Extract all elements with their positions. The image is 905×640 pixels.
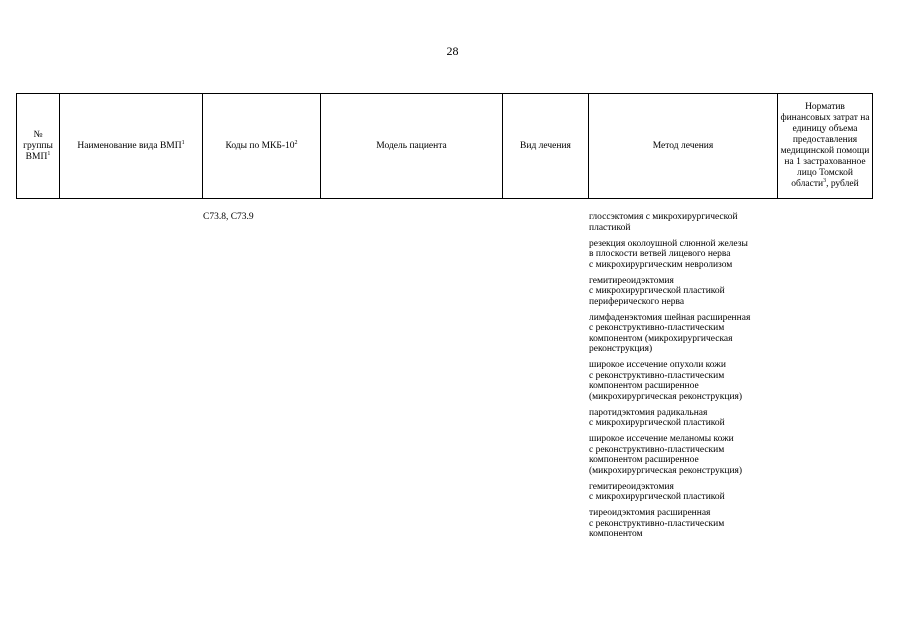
header-vmp-name: Наименование вида ВМП$^1$: [60, 94, 203, 199]
header-treatment-type: Вид лечения: [503, 94, 589, 199]
list-item: тиреоидэктомия расширенная с реконструктивно-пластическим компонентом: [589, 508, 725, 539]
list-item: гемитиреоидэктомия с микрохирургической пластикой: [589, 481, 725, 502]
list-item: лимфаденэктомия шейная расширенная с реконструктивно-пластическим компонентом (микрохирургическая реконструкция): [589, 312, 751, 354]
treatment-methods-list: [589, 212, 789, 545]
list-item: широкое иссечение меланомы кожи с реконструктивно-пластическим компонентом расширенное (микрохирургическая реконструкция): [589, 434, 743, 476]
list-item: глоссэктомия с микрохирургической пластикой: [589, 212, 738, 233]
list-item: резекция околоушной слюнной железы в плоскости ветвей лицевого нерва с микрохирургическим невролизом: [589, 238, 748, 270]
table-header-row: [17, 94, 873, 199]
icd-codes-cell: C73.8, C73.9: [203, 212, 254, 222]
header-treatment-method: Метод лечения: [589, 94, 778, 199]
table-header: [16, 93, 873, 199]
header-cost-standard: Норматив финансовых затрат на единицу объема предоставления медицинской помощи на 1 застрахованное лицо Томской области$^3$, рублей: [778, 94, 873, 199]
list-item: паротидэктомия радикальная с микрохирургической пластикой: [589, 407, 725, 428]
list-item: широкое иссечение опухоли кожи с реконструктивно-пластическим компонентом расширенное (микрохирургическая реконструкция): [589, 360, 743, 402]
header-patient-model: Модель пациента: [321, 94, 503, 199]
list-item: гемитиреоидэктомия с микрохирургической пластикой периферического нерва: [589, 275, 725, 307]
page-number: 28: [446, 44, 459, 58]
header-group-number: № группы ВМП$^1$: [17, 94, 60, 199]
header-icd-codes: Коды по МКБ-$10^2$: [203, 94, 321, 199]
